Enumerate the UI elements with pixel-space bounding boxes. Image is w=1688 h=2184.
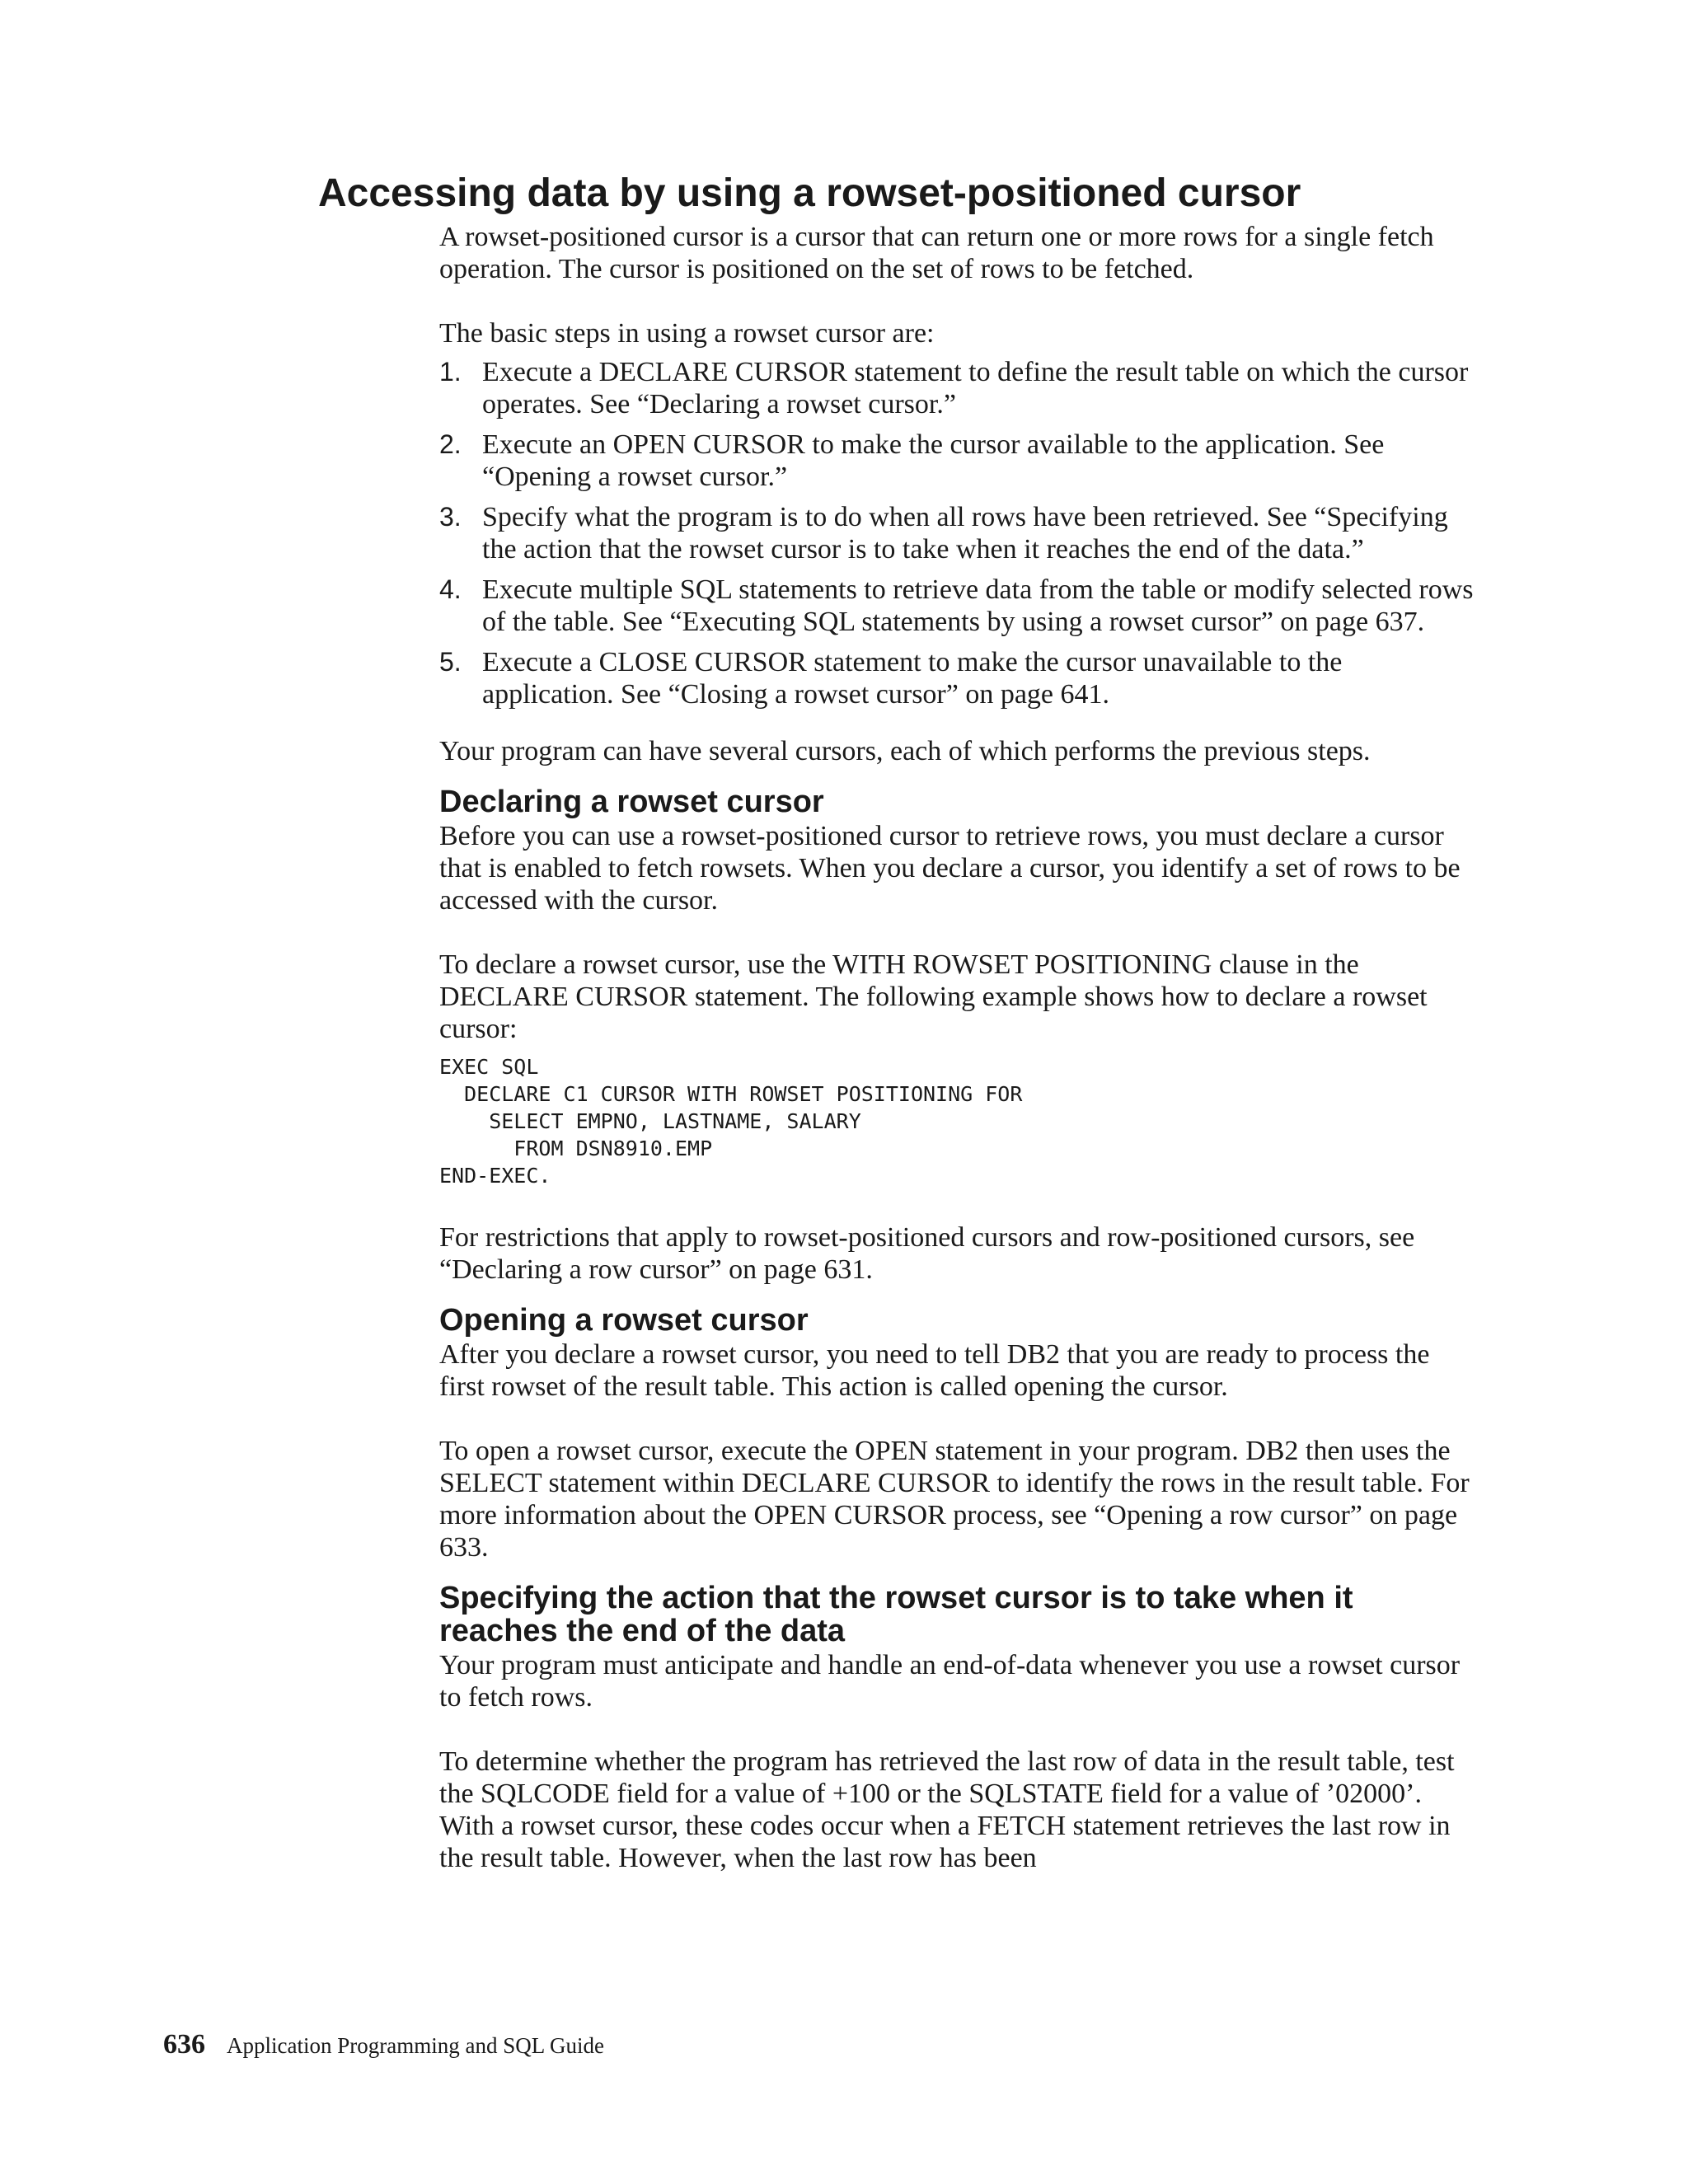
steps-outro: Your program can have several cursors, each of which performs the previous steps. <box>439 736 1371 766</box>
intro-paragraph: A rowset-positioned cursor is a cursor that can return one or more rows for a single fetch operation. The cursor is positioned on the set of rows to be fetched. <box>439 222 1434 284</box>
declaring-paragraph-2: To declare a rowset cursor, use the WITH ROWSET POSITIONING clause in the DECLARE CURSOR statement. The following example shows how to declare a rowset cursor: <box>439 949 1428 1044</box>
step-number: 4. <box>439 574 462 604</box>
main-content <box>439 221 1478 1874</box>
declaring-paragraph-1: Before you can use a rowset-positioned cursor to retrieve rows, you must declare a cursor that is enabled to fetch rowsets. When you declare a cursor, you identify a set of rows to be accessed with the cursor. <box>439 821 1461 916</box>
code-example: EXEC SQL DECLARE C1 CURSOR WITH ROWSET POSITIONING FOR SELECT EMPNO, LASTNAME, SALARY FROM DSN8910.EMP END-EXEC. <box>439 1055 1023 1188</box>
steps-intro: The basic steps in using a rowset cursor are: <box>439 318 935 349</box>
step-text: Execute a CLOSE CURSOR statement to make the cursor unavailable to the application. See “Closing a rowset cursor” on page 641. <box>482 647 1343 710</box>
page-number: 636 <box>163 2029 205 2060</box>
specifying-paragraph-1: Your program must anticipate and handle an end-of-data whenever you use a rowset cursor to fetch rows. <box>439 1650 1461 1713</box>
opening-paragraph-1: After you declare a rowset cursor, you need to tell DB2 that you are ready to process the first rowset of the result table. This action is called opening the cursor. <box>439 1339 1430 1402</box>
step-text: Execute a DECLARE CURSOR statement to define the result table on which the cursor operates. See “Declaring a rowset cursor.” <box>482 357 1469 419</box>
step-number: 2. <box>439 429 462 459</box>
list-item <box>439 574 1478 638</box>
section-heading-specifying: Specifying the action that the rowset cursor is to take when it reaches the end of the data <box>439 1581 1353 1648</box>
list-item <box>439 501 1478 565</box>
step-number: 3. <box>439 502 462 532</box>
list-item <box>439 356 1478 420</box>
page-footer <box>163 2031 604 2060</box>
specifying-paragraph-2: To determine whether the program has retrieved the last row of data in the result table, test the SQLCODE field for a value of +100 or the SQLSTATE field for a value of ’02000’. With a rowset cursor, these codes occur when a FETCH statement retrieves the last row in the result table. However, when the last row has been <box>439 1746 1455 1873</box>
declaring-paragraph-3: For restrictions that apply to rowset-positioned cursors and row-positioned cursors, see “Declaring a row cursor” on page 631. <box>439 1222 1415 1285</box>
section-heading-opening: Opening a rowset cursor <box>439 1303 809 1338</box>
book-title: Application Programming and SQL Guide <box>227 2033 604 2058</box>
list-item <box>439 646 1478 710</box>
step-text: Execute multiple SQL statements to retrieve data from the table or modify selected rows of the table. See “Executing SQL statements by using a rowset cursor” on page 637. <box>482 574 1474 637</box>
list-item <box>439 429 1478 493</box>
step-text: Specify what the program is to do when all rows have been retrieved. See “Specifying the action that the rowset cursor is to take when it reaches the end of the data.” <box>482 502 1448 565</box>
step-number: 1. <box>439 357 462 387</box>
steps-list <box>439 356 1478 710</box>
opening-paragraph-2: To open a rowset cursor, execute the OPEN statement in your program. DB2 then uses the SELECT statement within DECLARE CURSOR to identify the rows in the result table. For more information about the OPEN CURSOR process, see “Opening a row cursor” on page 633. <box>439 1436 1470 1563</box>
page-title: Accessing data by using a rowset-positioned cursor <box>318 171 1301 215</box>
step-number: 5. <box>439 647 462 677</box>
step-text: Execute an OPEN CURSOR to make the cursor available to the application. See “Opening a rowset cursor.” <box>482 429 1385 492</box>
section-heading-declaring: Declaring a rowset cursor <box>439 785 824 819</box>
